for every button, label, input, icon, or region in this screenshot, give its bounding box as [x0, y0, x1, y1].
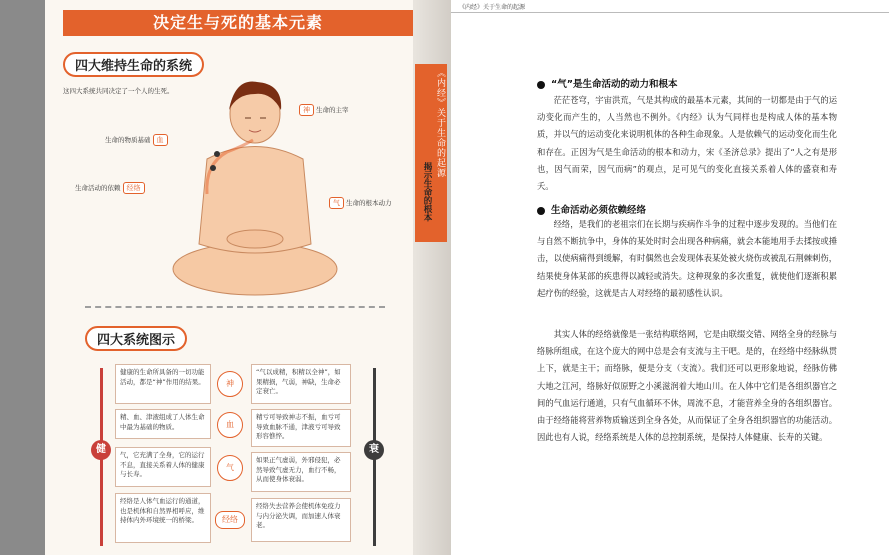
label-qi [327, 197, 392, 209]
label-xue [105, 134, 170, 146]
section-title-four-systems: 四大维持生命的系统 [63, 52, 204, 77]
left-page [45, 0, 415, 555]
heading-qi-text: “气”是生命活动的动力和根本 [551, 79, 678, 90]
paragraph-jingluo-2: 其实人体的经络就像是一张结构联络网，它是由联缀交错、网络全身的经脉与络脉所组成，在这个庞大的网中总是会有支流与主干吧。是的，在经络中经脉纵贯上下，就是主干；而络脉，便是分支（支流）。我们还可以更形象地说，经脉仿佛大地之江河，络脉好似原野之小溪滋润着大地山川。在人体中它们是各组织器官之间的气血运行通道，只有气血循环不休，周流不息，才能营养全身的各组织器官。由于经络能将营养物质输送到全身各处，从而保证了全身各组织器官的功能活动。因此也有人说，经络系统是人体的总控制系统，是保持人体健康、长寿的关键。 [537, 329, 837, 443]
paragraph-jingluo-1: 经络，是我们的老祖宗们在长期与疾病作斗争的过程中逐步发现的。当他们在与自然不断抗争中，身体的某处时时会出现各种病痛，就会本能地用手去揉按或捶击，以使病痛得到缓解，有时偶然也会发现体表某处被火烧伤或被乱石荆棘刺伤，结果使身体某部的疾患得以减轻或消失。这种现象的多次重复，就使他们逐渐积累起疗伤的经验，这就是古人对经络的最初感性认识。 [537, 219, 837, 298]
row-shen-center: 神 [217, 371, 243, 397]
row-jingluo-center: 经络 [215, 511, 245, 529]
row-xue-right-text: 精亏可导致神志不振，血亏可导致血脉不通，津液亏可导致形容憔悴。 [251, 409, 351, 447]
heading-qi [537, 76, 678, 90]
row-shen-left-text: 健康的生命所具备的一切功能活动，都是“神”作用的结果。 [115, 364, 211, 404]
shuai-seal: 衰 [364, 440, 384, 460]
bullet-icon [537, 207, 545, 215]
paragraph-qi: 茫茫苍穹，宇宙洪荒，气是其构成的最基本元素，其间的一切都是由于气的运动变化而产生的，人当然也不例外。《内经》认为气同样也是构成人体的基本物质，并以气的运动变化来说明机体的各种生命现象。人是依赖气的运动变化而生化和存在。正因为气是生命活动的根本和动力，宋《圣济总录》提出了“人之有是形也，因气而荣，因气而病”的观点，足可见气的变化直接关系着人体的盛衰和寿夭。 [537, 95, 837, 192]
label-jingluo-text: 生命活动的依赖 [75, 184, 121, 192]
label-xue-text: 生命的物质基础 [105, 136, 151, 144]
row-jingluo-right-text: 经络失去营养会使机体免疫力与内分泌失调，而加速人体衰老。 [251, 498, 351, 542]
tag-qi: 气 [329, 197, 344, 209]
tag-xue: 血 [153, 134, 168, 146]
header-rule [451, 12, 889, 13]
spine-subtitle: 揭示生命的根本 [422, 162, 432, 222]
jian-seal: 健 [91, 440, 111, 460]
section-title-diagram: 四大系统图示 [85, 326, 187, 351]
intro-text: 这四大系统共同决定了一个人的生死。 [63, 87, 174, 95]
row-jingluo-left-text: 经络是人体气血运行的通道，也是机体和自然界相呼应，维持体内外环境统一的桥梁。 [115, 493, 211, 543]
bullet-icon [537, 81, 545, 89]
label-jingluo [75, 182, 147, 194]
page-banner-title: 决定生与死的基本元素 [63, 10, 413, 36]
row-qi-right-text: 如果正气虚弱，外邪侵犯，必然导致气虚无力，血行不畅，从而使身体衰弱。 [251, 452, 351, 492]
label-shen [297, 104, 349, 116]
spine-tab: 《内经》关于生命的起源 [415, 64, 447, 242]
heading-jingluo [537, 202, 646, 216]
page-header: 《内经》关于生命的起源 [459, 4, 526, 11]
right-page [451, 0, 889, 555]
row-qi-center: 气 [217, 455, 243, 481]
row-qi-left-text: 气，它充满了全身，它的运行不息，直接关系着人体的健康与长寿。 [115, 447, 211, 487]
heading-jingluo-text: 生命活动必须依赖经络 [551, 205, 647, 216]
row-xue-center: 血 [217, 412, 243, 438]
tag-shen: 神 [299, 104, 314, 116]
book-spine [413, 0, 451, 555]
row-shen-right-text: “气以成精，积精以全神”，如果精损，气弱，神缺，生命必定衰亡。 [251, 364, 351, 404]
label-qi-text: 生命的根本动力 [346, 199, 392, 207]
figure-hands [227, 230, 283, 248]
section-divider [85, 306, 385, 308]
label-shen-text: 生命的主宰 [316, 106, 349, 114]
tag-jingluo: 经络 [123, 182, 145, 194]
row-xue-left-text: 精、血、津液组成了人体生命中最为基础的物质。 [115, 409, 211, 439]
